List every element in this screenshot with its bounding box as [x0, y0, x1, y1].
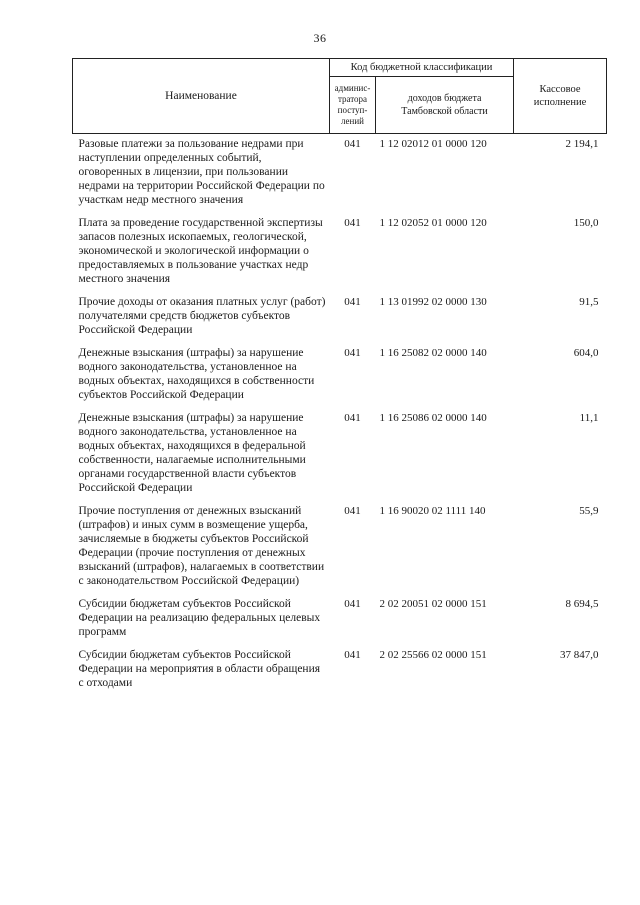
table-row: [73, 501, 607, 594]
revenue-code: 1 16 90020 02 1111 140: [379, 505, 486, 517]
cash-amount: 37 847,0: [560, 649, 599, 661]
header-administrator: [330, 77, 376, 134]
header-cash-execution: [514, 59, 607, 134]
header-cash-execution-label: Кассовое исполнение: [533, 84, 587, 108]
budget-revenue-table: [72, 58, 606, 696]
administrator-code: 041: [344, 138, 361, 150]
table-row: [73, 594, 607, 645]
table-row: [73, 645, 607, 696]
revenue-code: 2 02 20051 02 0000 151: [379, 598, 487, 610]
revenue-code: 1 16 25086 02 0000 140: [379, 412, 487, 424]
cash-amount: 8 694,5: [565, 598, 599, 610]
table-row: [73, 292, 607, 343]
revenue-name: Субсидии бюджетам субъектов Российской Федерации на мероприятия в области обращения с отходами: [78, 649, 321, 689]
header-administrator-label: админис- тратора поступ- лений: [334, 83, 371, 126]
cash-amount: 2 194,1: [565, 138, 599, 150]
revenue-name: Субсидии бюджетам субъектов Российской Федерации на реализацию федеральных целевых программ: [78, 598, 321, 638]
administrator-code: 041: [344, 505, 361, 517]
revenue-name: Прочие поступления от денежных взысканий (штрафов) и иных сумм в возмещение ущерба, зачисляемые в бюджеты субъектов Российской Федерации (прочие поступления от денежных взысканий (штрафов), налагаемых в соответствии с законодательством Российской Федерации): [78, 505, 325, 587]
table-row: [73, 213, 607, 292]
administrator-code: 041: [344, 347, 361, 359]
revenue-name: Плата за проведение государственной экспертизы запасов полезных ископаемых, геологической, экономической и экологической информации о предоставляемых в пользование участках недр местного значения: [78, 217, 323, 285]
table-body: [73, 134, 607, 697]
revenue-code: 1 13 01992 02 0000 130: [379, 296, 487, 308]
revenue-code: 1 16 25082 02 0000 140: [379, 347, 487, 359]
revenue-code: 1 12 02052 01 0000 120: [379, 217, 487, 229]
table-row: [73, 134, 607, 214]
cash-amount: 55,9: [579, 505, 599, 517]
administrator-code: 041: [344, 296, 361, 308]
revenue-name: Прочие доходы от оказания платных услуг (работ) получателями средств бюджетов субъектов Российской Федерации: [78, 296, 326, 336]
table-row: [73, 343, 607, 408]
header-revenue-code: [376, 77, 514, 134]
cash-amount: 604,0: [573, 347, 599, 359]
administrator-code: 041: [344, 412, 361, 424]
header-code-group: Код бюджетной классификации: [330, 59, 514, 77]
cash-amount: 150,0: [573, 217, 599, 229]
administrator-code: 041: [344, 598, 361, 610]
revenue-name: Денежные взыскания (штрафы) за нарушение водного законодательства, установленное на водных объектах, находящихся в собственности субъектов Российской Федерации: [78, 347, 315, 401]
administrator-code: 041: [344, 649, 361, 661]
revenue-name: Денежные взыскания (штрафы) за нарушение водного законодательства, установленное на водных объектах, находящихся в федеральной собственности, налагаемые исполнительными органами государственной власти субъектов Российской Федерации: [78, 412, 306, 494]
page-number: 36: [313, 31, 327, 45]
cash-amount: 91,5: [579, 296, 599, 308]
header-revenue-code-label: доходов бюджета Тамбовской области: [401, 93, 488, 117]
table-row: [73, 408, 607, 501]
revenue-code: 2 02 25566 02 0000 151: [379, 649, 487, 661]
cash-amount: 11,1: [579, 412, 599, 424]
revenue-code: 1 12 02012 01 0000 120: [379, 138, 487, 150]
revenue-name: Разовые платежи за пользование недрами при наступлении определенных событий, оговоренных в лицензии, при пользовании недрами на территории Российской Федерации по участкам недр местного значения: [78, 138, 325, 206]
header-name: Наименование: [73, 59, 330, 134]
administrator-code: 041: [344, 217, 361, 229]
